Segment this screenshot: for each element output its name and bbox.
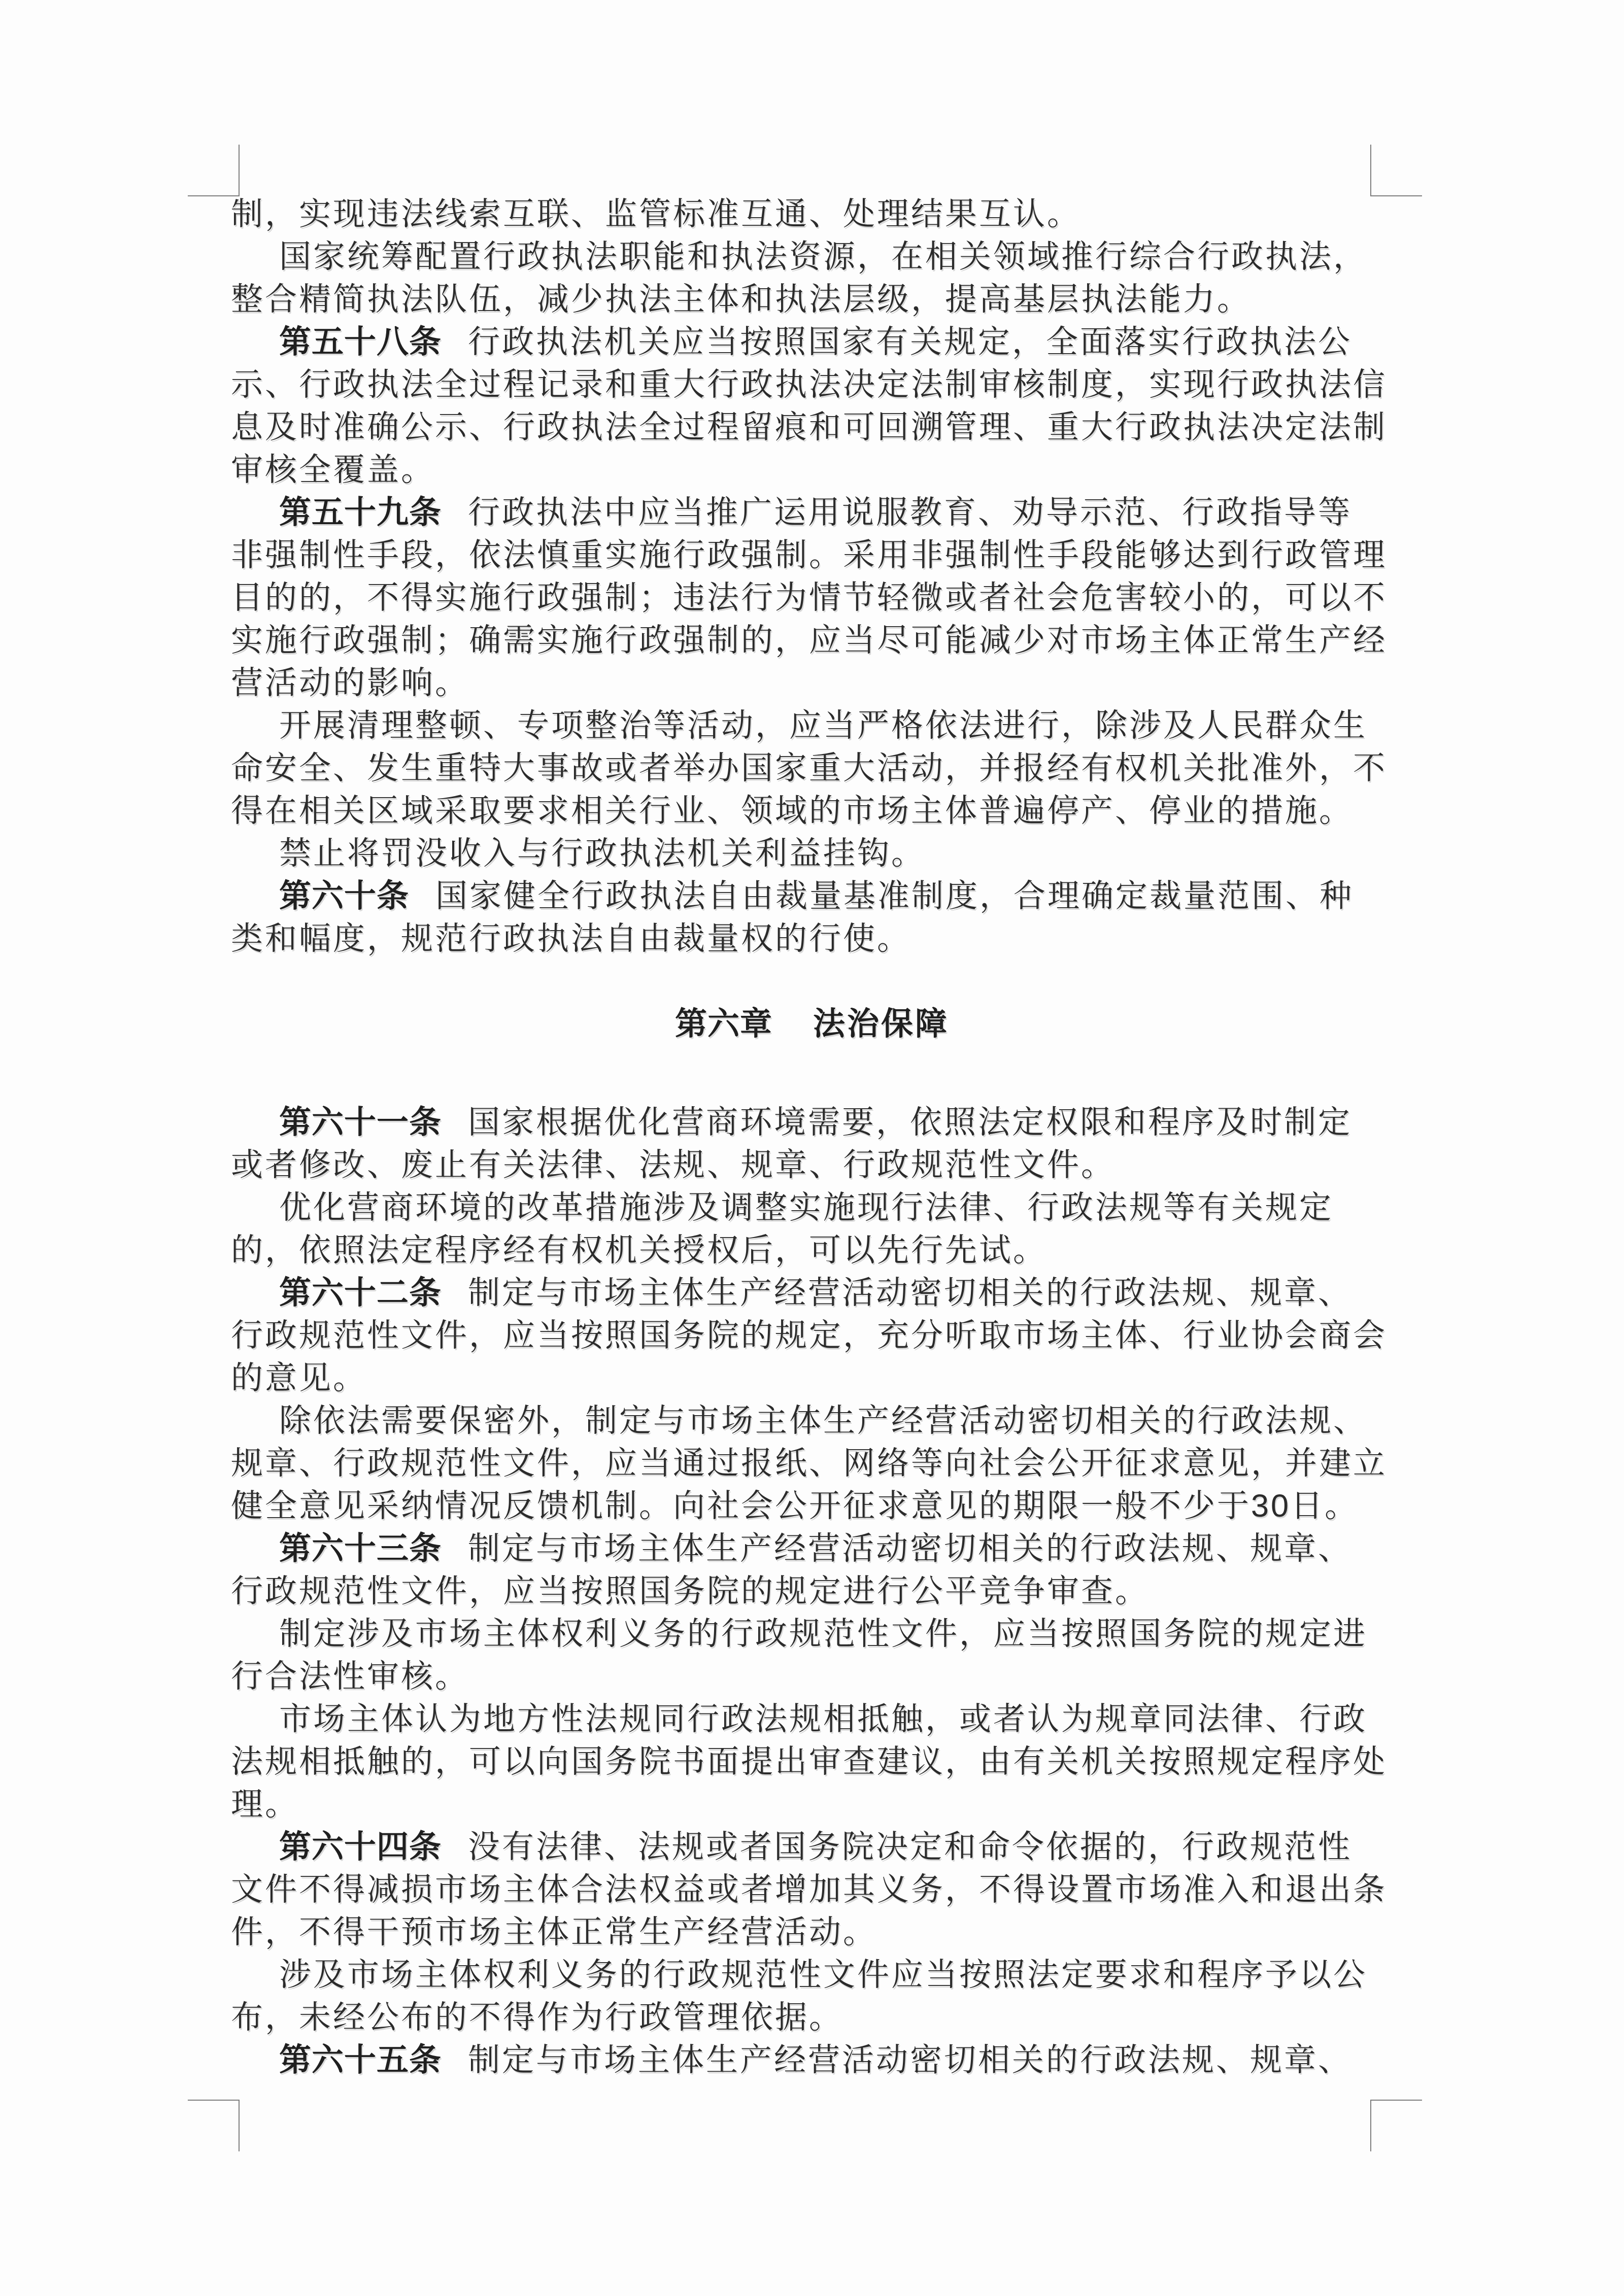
text-line (231, 1613, 1393, 1655)
text-line (231, 1783, 1393, 1826)
line-text: 没有法律、法规或者国务院决定和命令依据的，行政规范性 (468, 1829, 1352, 1865)
line-text: 开展清理整顿、专项整治等活动，应当严格依法进行，除涉及人民群众生 (279, 708, 1367, 743)
line-text: 禁止将罚没收入与行政执法机关利益挂钩。 (279, 836, 925, 871)
text-line (231, 576, 1393, 619)
line-text: 国家健全行政执法自由裁量基准制度，合理确定裁量范围、种 (435, 878, 1354, 914)
article-number: 第六十二条 (279, 1275, 442, 1311)
text-line (231, 704, 1393, 747)
line-text: 理。 (231, 1787, 299, 1822)
text-line (231, 406, 1393, 449)
line-text: 制定与市场主体生产经营活动密切相关的行政法规、规章、 (468, 2042, 1352, 2078)
line-text: 得在相关区域采取要求相关行业、领域的市场主体普遍停产、停业的措施。 (231, 793, 1353, 829)
text-line (231, 1740, 1393, 1783)
line-text: 营活动的影响。 (231, 665, 469, 701)
text-line (231, 619, 1393, 662)
text-line (231, 449, 1393, 491)
line-text: 涉及市场主体权利义务的行政规范性文件应当按照法定要求和程序予以公 (279, 1957, 1367, 1993)
crop-mark-bottom-right (1370, 2100, 1422, 2151)
line-text: 法规相抵触的，可以向国务院书面提出审查建议，由有关机关按照规定程序处 (231, 1744, 1387, 1779)
article-number: 第六十条 (279, 878, 409, 914)
text-line (231, 1101, 1393, 1144)
text-line (231, 491, 1393, 534)
line-text: 件，不得干预市场主体正常生产经营活动。 (231, 1914, 877, 1950)
text-block (231, 193, 1393, 2081)
line-text: 行合法性审核。 (231, 1659, 469, 1694)
text-line (231, 1272, 1393, 1314)
text-line (231, 662, 1393, 704)
line-text: 健全意见采纳情况反馈机制。向社会公开征求意见的期限一般不少于30日。 (231, 1488, 1359, 1524)
line-text: 示、行政执法全过程记录和重大行政执法决定法制审核制度，实现行政执法信 (231, 367, 1387, 402)
crop-mark-top-right (1370, 145, 1422, 196)
text-line (231, 1911, 1393, 1954)
crop-mark-bottom-left (188, 2100, 240, 2151)
line-text: 息及时准确公示、行政执法全过程留痕和可回溯管理、重大行政执法决定法制 (231, 409, 1387, 445)
line-text: 国家统筹配置行政执法职能和执法资源，在相关领域推行综合行政执法， (279, 239, 1367, 275)
text-line (231, 875, 1393, 917)
text-line (231, 917, 1393, 960)
text-line (231, 321, 1393, 363)
line-text: 实施行政强制；确需实施行政强制的，应当尽可能减少对市场主体正常生产经 (231, 623, 1387, 658)
line-text: 除依法需要保密外，制定与市场主体生产经营活动密切相关的行政法规、 (279, 1403, 1367, 1438)
text-line (231, 363, 1393, 406)
line-text: 制定与市场主体生产经营活动密切相关的行政法规、规章、 (468, 1275, 1352, 1311)
line-text: 目的的，不得实施行政强制；违法行为情节轻微或者社会危害较小的，可以不 (231, 580, 1387, 615)
text-line (231, 235, 1393, 278)
line-text: 命安全、发生重特大事故或者举办国家重大活动，并报经有权机关批准外，不 (231, 750, 1387, 786)
text-line (231, 1399, 1393, 1442)
text-line (231, 832, 1393, 875)
line-text: 行政执法中应当推广运用说服教育、劝导示范、行政指导等 (468, 495, 1352, 530)
line-text: 法治保障 (813, 1006, 949, 1042)
line-text: 市场主体认为地方性法规同行政法规相抵触，或者认为规章同法律、行政 (279, 1701, 1367, 1737)
text-line (231, 1698, 1393, 1740)
text-line (231, 1314, 1393, 1357)
line-text: 审核全覆盖。 (231, 452, 435, 488)
text-line (231, 1144, 1393, 1186)
line-text: 文件不得减损市场主体合法权益或者增加其义务，不得设置市场准入和退出条 (231, 1872, 1387, 1907)
text-line (231, 1954, 1393, 1996)
text-line (231, 1442, 1393, 1485)
line-text: 整合精简执法队伍，减少执法主体和执法层级，提高基层执法能力。 (231, 282, 1251, 317)
line-text: 规章、行政规范性文件，应当通过报纸、网络等向社会公开征求意见，并建立 (231, 1446, 1387, 1481)
line-text: 的意见。 (231, 1360, 367, 1396)
text-line (231, 1485, 1393, 1527)
text-line (231, 1826, 1393, 1868)
text-line (231, 534, 1393, 576)
text-line (231, 278, 1393, 321)
text-line (231, 790, 1393, 832)
line-text: 类和幅度，规范行政执法自由裁量权的行使。 (231, 921, 911, 956)
crop-mark-top-left (188, 145, 240, 196)
article-number: 第六十五条 (279, 2042, 442, 2078)
text-line (231, 1868, 1393, 1911)
line-text: 的，依照法定程序经有权机关授权后，可以先行先试。 (231, 1232, 1047, 1268)
line-text: 行政执法机关应当按照国家有关规定，全面落实行政执法公 (468, 324, 1352, 360)
line-text: 制定与市场主体生产经营活动密切相关的行政法规、规章、 (468, 1531, 1352, 1566)
text-line (231, 747, 1393, 790)
text-line (231, 1996, 1393, 2039)
text-line (231, 1357, 1393, 1399)
line-text: 制定涉及市场主体权利义务的行政规范性文件，应当按照国务院的规定进 (279, 1616, 1367, 1652)
text-line (231, 2039, 1393, 2081)
line-text: 行政规范性文件，应当按照国务院的规定进行公平竞争审查。 (231, 1573, 1149, 1609)
article-number: 第六十三条 (279, 1531, 442, 1566)
chapter-heading (231, 1003, 1393, 1045)
text-line (231, 1527, 1393, 1570)
line-text: 非强制性手段，依法慎重实施行政强制。采用非强制性手段能够达到行政管理 (231, 537, 1387, 573)
text-line (231, 1655, 1393, 1698)
text-line (231, 193, 1393, 235)
article-number: 第六十一条 (279, 1105, 442, 1140)
article-number: 第五十九条 (279, 495, 442, 530)
text-line (231, 1229, 1393, 1272)
article-number: 第五十八条 (279, 324, 442, 360)
text-line (231, 1186, 1393, 1229)
line-text: 优化营商环境的改革措施涉及调整实施现行法律、行政法规等有关规定 (279, 1190, 1333, 1225)
article-number: 第六十四条 (279, 1829, 442, 1865)
line-text: 布，未经公布的不得作为行政管理依据。 (231, 2000, 843, 2035)
line-text: 或者修改、废止有关法律、法规、规章、行政规范性文件。 (231, 1147, 1115, 1183)
line-text: 国家根据优化营商环境需要，依照法定权限和程序及时制定 (468, 1105, 1352, 1140)
chapter-number: 第六章 (675, 1006, 772, 1042)
line-text: 制，实现违法线索互联、监管标准互通、处理结果互认。 (231, 196, 1081, 232)
line-text: 行政规范性文件，应当按照国务院的规定，充分听取市场主体、行业协会商会 (231, 1318, 1387, 1353)
text-line (231, 1570, 1393, 1613)
